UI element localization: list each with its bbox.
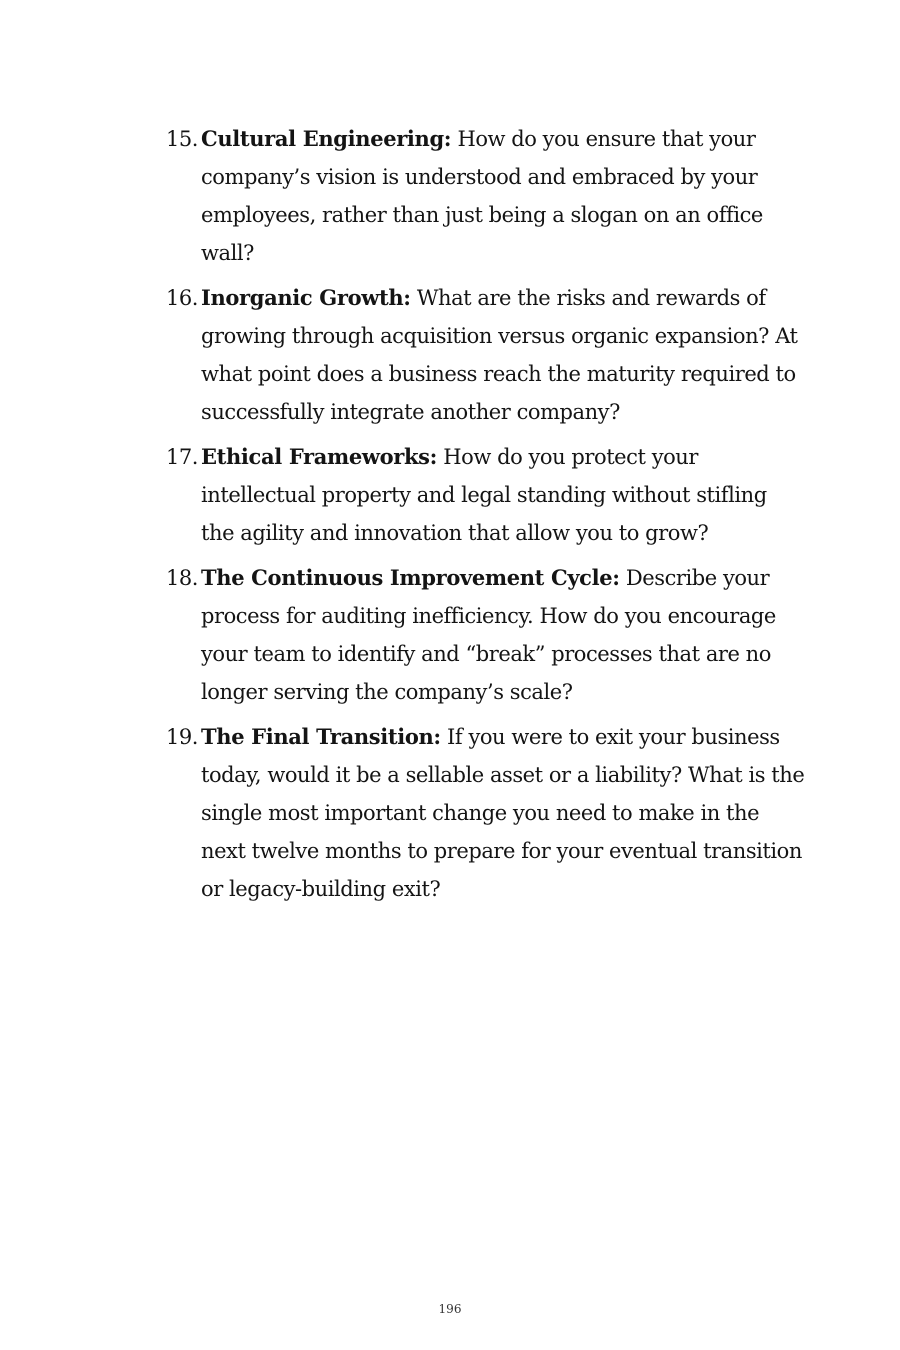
question-number: 18. [165,566,198,590]
question-item-16 [160,279,805,431]
question-text: How do you ensure that your company’s vision is understood and embraced by your employees, rather than just being a slogan on an office wall? [201,127,763,265]
question-text: If you were to exit your business today, would it be a sellable asset or a liability? What is the single most important change you need to make in the next twelve months to prepare for your eventual transition or legacy-building exit? [201,725,805,901]
question-number: 15. [165,127,198,151]
question-number: 16. [165,286,198,310]
question-item-18 [160,559,805,711]
question-title: The Final Transition: [201,724,441,749]
question-title: The Continuous Improvement Cycle: [201,565,620,590]
question-text: How do you protect your intellectual property and legal standing without stifling the agility and innovation that allow you to grow? [201,445,767,545]
question-item-19 [160,718,805,908]
question-item-17 [160,438,805,552]
page-number: 196 [438,1302,462,1316]
question-number: 17. [165,445,198,469]
question-number: 19. [165,725,198,749]
question-title: Cultural Engineering: [201,126,452,151]
question-list [160,120,805,915]
question-title: Ethical Frameworks: [201,444,438,469]
question-item-15 [160,120,805,272]
question-text: What are the risks and rewards of growing through acquisition versus organic expansion? At what point does a business reach the maturity required to successfully integrate another company? [201,286,798,424]
question-text: Describe your process for auditing inefficiency. How do you encourage your team to identify and “break” processes that are no longer serving the company’s scale? [201,566,776,704]
question-title: Inorganic Growth: [201,285,411,310]
